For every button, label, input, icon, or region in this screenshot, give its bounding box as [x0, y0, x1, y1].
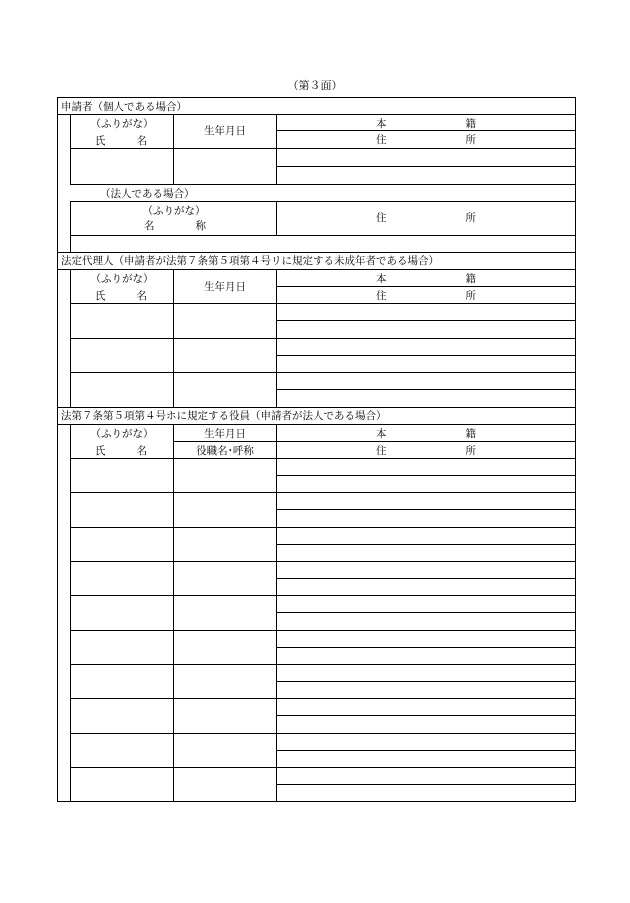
divider: [70, 630, 575, 631]
divider: [70, 201, 575, 202]
divider: [276, 612, 575, 613]
divider: [70, 492, 575, 493]
position-label: 役職名･呼称: [196, 445, 254, 457]
divider: [70, 372, 575, 373]
column-divider: [173, 114, 174, 184]
name-label: 氏 名: [95, 135, 147, 147]
applicant-form: [57, 97, 576, 802]
birthdate-label: 生年月日: [204, 125, 246, 137]
divider: [276, 544, 575, 545]
divider: [276, 130, 575, 131]
column-divider: [173, 424, 174, 801]
divider: [70, 733, 575, 734]
divider: [276, 320, 575, 321]
divider: [70, 303, 575, 304]
corporation-heading: （法人である場合）: [100, 188, 195, 200]
divider: [70, 235, 575, 236]
divider: [70, 595, 575, 596]
indent-line: [70, 201, 71, 252]
divider: [70, 698, 575, 699]
divider: [276, 286, 575, 287]
furigana-label: （ふりがな）: [90, 273, 154, 285]
divider: [276, 784, 575, 785]
divider: [70, 561, 575, 562]
divider: [58, 114, 575, 115]
address-label: 住 所: [376, 134, 476, 146]
column-divider: [276, 114, 277, 184]
divider: [70, 767, 575, 768]
divider: [70, 338, 575, 339]
furigana-label: （ふりがな）: [90, 118, 154, 130]
divider: [70, 148, 575, 149]
name-label: 氏 名: [95, 445, 147, 457]
name-label: 氏 名: [95, 290, 147, 302]
corp-address-label: 住 所: [376, 212, 476, 224]
domicile-label: 本 籍: [376, 273, 476, 285]
officers-section-heading: 法第７条第５項第４号ホに規定する役員（申請者が法人である場合）: [61, 410, 387, 422]
applicant-section-heading: 申請者（個人である場合）: [61, 101, 187, 113]
domicile-label: 本 籍: [376, 428, 476, 440]
divider: [70, 184, 575, 185]
divider: [276, 715, 575, 716]
domicile-label: 本 籍: [376, 118, 476, 130]
divider: [70, 458, 575, 459]
indent-line: [70, 424, 71, 801]
divider: [276, 681, 575, 682]
divider: [276, 647, 575, 648]
corp-furigana-label: （ふりがな）: [142, 205, 206, 217]
legal-rep-section-heading: 法定代理人（申請者が法第７条第５項第４号リに規定する未成年者である場合）: [61, 255, 439, 267]
divider: [276, 475, 575, 476]
divider: [70, 664, 575, 665]
birthdate-label: 生年月日: [204, 281, 246, 293]
birthdate-label: 生年月日: [204, 428, 246, 440]
section-divider: [58, 407, 575, 408]
divider: [276, 389, 575, 390]
column-divider: [276, 201, 277, 235]
furigana-label: （ふりがな）: [90, 428, 154, 440]
divider: [276, 166, 575, 167]
divider: [58, 424, 575, 425]
divider: [276, 355, 575, 356]
corp-name-label: 名 称: [144, 220, 206, 232]
section-divider: [58, 252, 575, 253]
divider: [276, 750, 575, 751]
page-title: （第３面）: [287, 79, 343, 92]
divider: [173, 441, 575, 442]
address-label: 住 所: [376, 445, 476, 457]
divider: [276, 509, 575, 510]
address-label: 住 所: [376, 290, 476, 302]
divider: [58, 269, 575, 270]
divider: [276, 578, 575, 579]
divider: [70, 527, 575, 528]
indent-line: [70, 114, 71, 184]
